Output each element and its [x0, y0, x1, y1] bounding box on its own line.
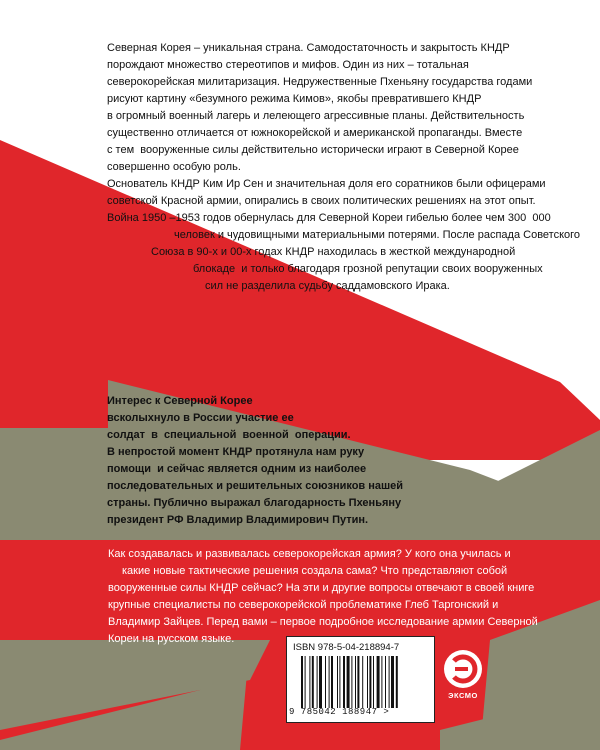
text-line: страны. Публично выражал благодарность Пхеньяну [107, 497, 402, 509]
barcode-bar [367, 656, 368, 708]
barcode-bar [373, 656, 374, 708]
text-line: вооруженные силы КНДР сейчас? На эти и другие вопросы отвечают в своей книге [108, 582, 535, 594]
barcode-bar [331, 656, 333, 708]
closing-paragraph [108, 546, 538, 648]
text-line: Основатель КНДР Ким Ир Сен и значительная доля его соратников были офицерами [107, 178, 546, 190]
text-line: человек и чудовищными материальными потерями. После распада Советского [174, 229, 581, 241]
barcode-bar [329, 656, 330, 708]
text-line: президент РФ Владимир Владимирович Путин. [107, 514, 369, 526]
text-line: порождают множество стереотипов и мифов. Один из них – тотальная [107, 59, 469, 71]
text-line: блокаде и только благодаря грозной репутации своих вооруженных [193, 263, 543, 275]
text-line: помощи и сейчас является одним из наиболее [107, 463, 367, 475]
text-line: последовательных и решительных союзников нашей [107, 480, 404, 492]
text-line: существенно отличается от южнокорейской и американской пропаганды. Вместе [107, 127, 523, 139]
barcode-bar [301, 656, 303, 708]
isbn-barcode [286, 636, 435, 723]
barcode-bar [347, 656, 350, 708]
barcode-bar [312, 656, 314, 708]
barcode-bar [343, 656, 345, 708]
barcode-bar [369, 656, 371, 708]
barcode-digits: 9 785042 188947 > [289, 707, 390, 717]
eksmo-logo-icon [440, 647, 486, 691]
text-line: с тем вооруженные силы действительно исторически играют в Северной Корее [107, 144, 519, 156]
text-line: какие новые тактические решения создала сама? Что представляют собой [122, 565, 508, 577]
barcode-bar [389, 656, 390, 708]
text-line: В непростой момент КНДР протянула нам руку [107, 446, 365, 458]
text-line: Владимир Зайцев. Перед вами – первое подробное исследование армии Северной [108, 616, 538, 628]
text-line: Интерес к Северной Корее [107, 395, 253, 407]
publisher-name: ЭКСМО [448, 691, 478, 700]
barcode-bars [301, 656, 427, 708]
text-line: солдат в специальной военной операции. [107, 429, 351, 441]
barcode-bar [305, 656, 306, 708]
intro-paragraph [107, 40, 580, 295]
text-line: всколыхнуло в России участие ее [107, 412, 294, 424]
barcode-bar [357, 656, 359, 708]
text-line: рисуют картину «безумного режима Кимов», якобы превратившего КНДР [107, 93, 482, 105]
text-line: крупные специалисты по северокорейской проблематике Глеб Таргонский и [108, 599, 499, 611]
text-line: совершенно особую роль. [107, 161, 241, 173]
isbn-text: ISBN 978-5-04-218894-7 [293, 642, 400, 653]
text-line: Как создавалась и развивалась северокорейская армия? У кого она училась и [108, 548, 511, 560]
barcode-bar [319, 656, 322, 708]
barcode-bar [351, 656, 352, 708]
text-line: в огромный военный лагерь и лелеющего агрессивные планы. Действительность [107, 110, 525, 122]
text-line: сил не разделила судьбу саддамовского Ирака. [205, 280, 450, 292]
publisher-logo [440, 647, 486, 709]
barcode-bar [337, 656, 338, 708]
text-line: Война 1950 –1953 годов обернулась для Северной Кореи гибелью более чем 300 000 [107, 212, 551, 224]
barcode-bar [317, 656, 318, 708]
barcode-bar [381, 656, 382, 708]
text-line: Кореи на русском языке. [108, 633, 235, 645]
highlight-paragraph [107, 393, 403, 529]
barcode-bar [309, 656, 310, 708]
text-line: Союза в 90-х и 00-х годах КНДР находилась в жесткой международной [151, 246, 516, 258]
barcode-bar [385, 656, 386, 708]
barcode-bar [339, 656, 340, 708]
text-line: советской Красной армии, опирались в своих политических решениях на этот опыт. [107, 195, 536, 207]
barcode-bar [362, 656, 363, 708]
text-line: северокорейская милитаризация. Недружественные Пхеньяну государства годами [107, 76, 533, 88]
barcode-bar [377, 656, 380, 708]
barcode-bar [396, 656, 398, 708]
text-line: Северная Корея – уникальная страна. Самодостаточность и закрытость КНДР [107, 42, 510, 54]
barcode-bar [325, 656, 326, 708]
barcode-bar [355, 656, 356, 708]
barcode-bar [391, 656, 394, 708]
